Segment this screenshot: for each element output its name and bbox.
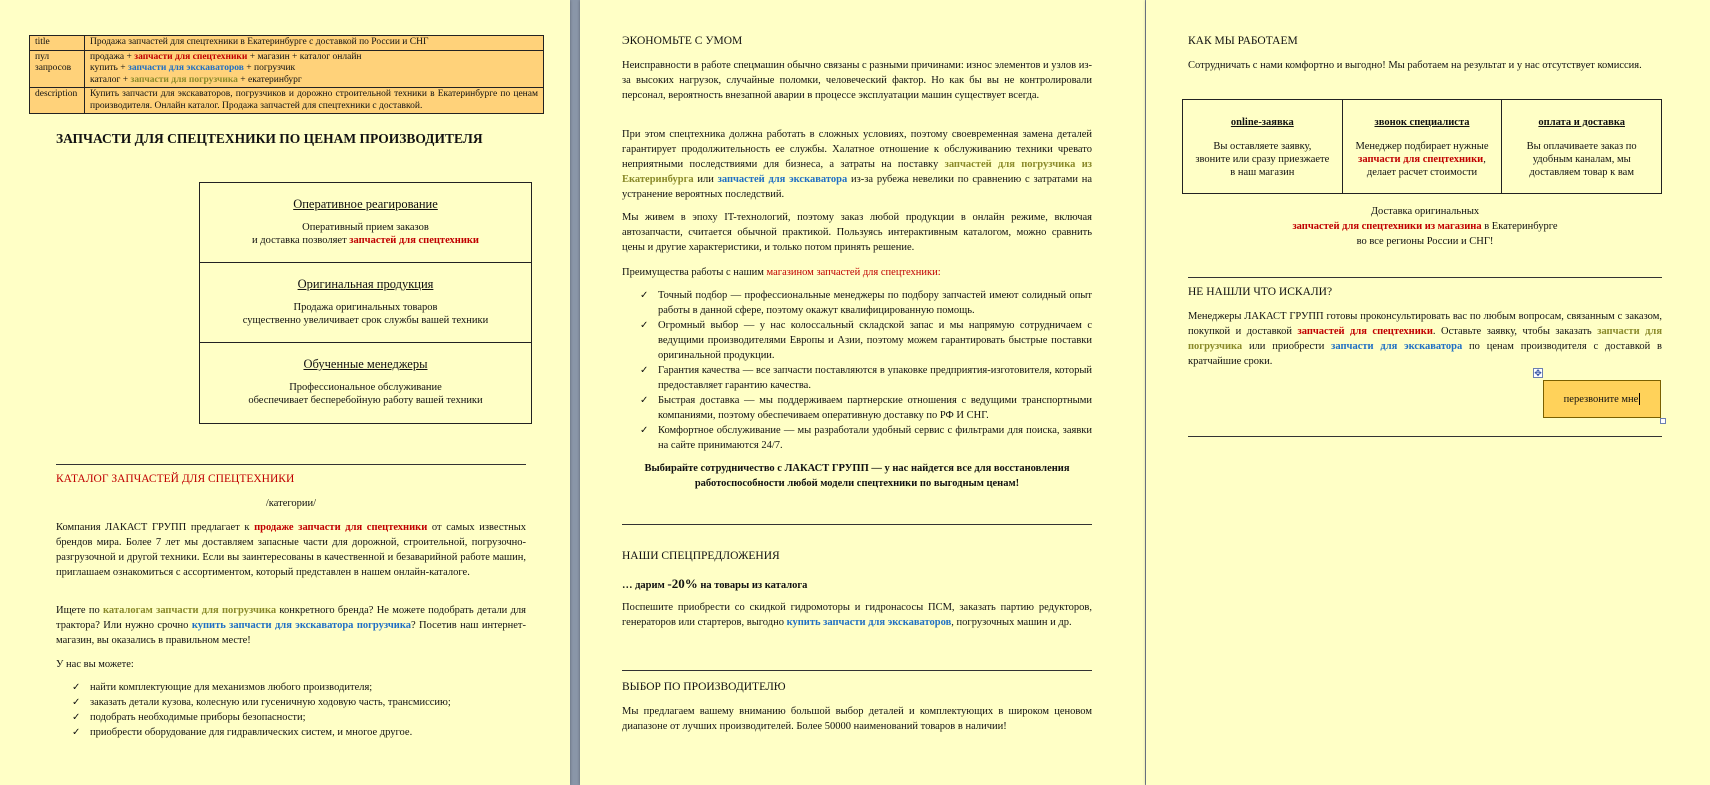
page-heading: ЗАПЧАСТИ ДЛЯ СПЕЦТЕХНИКИ ПО ЦЕНАМ ПРОИЗВОДИТЕЛЯ <box>56 131 483 146</box>
step-title: оплата и доставка <box>1538 117 1625 128</box>
save-title: ЭКОНОМЬТЕ С УМОМ <box>622 35 743 47</box>
meta-key-title: title <box>30 36 85 51</box>
feature-link[interactable]: запчастей для спецтехники <box>349 235 479 246</box>
notfound-title: НЕ НАШЛИ ЧТО ИСКАЛИ? <box>1188 286 1333 298</box>
brand-title: ВЫБОР ПО ПРОИЗВОДИТЕЛЮ <box>622 681 786 693</box>
inline-link[interactable]: запчастей для спецтехники <box>1292 221 1423 232</box>
feature-block <box>200 263 531 343</box>
query-link[interactable]: запчасти для погрузчика <box>130 74 238 85</box>
feature-block <box>200 183 531 263</box>
feature-text: Профессиональное обслуживание обеспечивает бесперебойную работу вашей техники <box>248 382 483 406</box>
feature-title: Оперативное реагирование <box>293 197 438 211</box>
inline-link[interactable]: запчастей для экскаватора <box>717 174 848 185</box>
divider <box>1188 277 1662 278</box>
list-item: ✓ заказать детали кузова, колесную или гусеничную ходовую часть, трансмиссию; <box>72 695 532 710</box>
inline-link[interactable]: купить запчасти для экскаваторов <box>786 617 952 628</box>
list-item: ✓ подобрать необходимые приборы безопасности; <box>72 710 532 725</box>
document-page-3 <box>1146 0 1710 785</box>
inline-link[interactable]: запчасти для погрузчика <box>1188 326 1663 352</box>
query-line-1: продажа + запчасти для спецтехники + магазин + каталог онлайн <box>90 51 362 62</box>
save-paragraph-1: Неисправности в работе спецмашин обычно связаны с разными причинами: износ элементов и узлов из-за высоких нагрузок, случайные поломки, человеческий фактор. Но как бы вы не контролировали персонал, вероятность внезапной аварии в процессе эксплуатации машин существует всегда. <box>622 60 1092 101</box>
catalog-title: КАТАЛОГ ЗАПЧАСТЕЙ ДЛЯ СПЕЦТЕХНИКИ <box>56 473 295 485</box>
resize-handle-icon[interactable] <box>1660 418 1666 424</box>
brand-paragraph: Мы предлагаем вашему вниманию большой выбор деталей и комплектующих в широком ценовом диапазоне от лучших производителей. Более 50000 наименований товаров в наличии! <box>622 706 1092 732</box>
divider <box>622 670 1092 671</box>
features-box <box>199 182 532 424</box>
divider <box>622 524 1092 525</box>
how-title: КАК МЫ РАБОТАЕМ <box>1188 35 1298 47</box>
cta-text: Выбирайте сотрудничество с ЛАКАСТ ГРУПП — у нас найдется все для восстановления работоспособности любой модели спецтехники по выгодным ценам! <box>644 463 1070 489</box>
query-link[interactable]: запчасти для спецтехники <box>134 51 248 62</box>
step-title: online-заявка <box>1230 117 1294 128</box>
list-item: ✓ найти комплектующие для механизмов любого производителя; <box>72 680 532 695</box>
inline-link[interactable]: запчасти для спецтехники <box>1358 154 1484 165</box>
inline-link[interactable]: магазином запчастей для спецтехники: <box>766 267 941 278</box>
step-cell: оплата и доставка Вы оплачиваете заказ по удобным каналам, мы доставляем товар к вам <box>1502 100 1661 193</box>
notfound-paragraph: Менеджеры ЛАКАСТ ГРУПП готовы проконсультировать вас по любым вопросам, связанным с заказом, покупкой и доставкой запчастей для спецтехники. Оставьте заявку, чтобы заказать запчасти для погрузчика или приобрести запчасти для экскаватора по ценам производителя с доставкой в кратчайшие сроки. <box>1188 311 1663 367</box>
feature-text: Оперативный прием заказов и доставка позволяет запчастей для спецтехники <box>252 222 479 246</box>
list-item: ✓ Точный подбор — профессиональные менеджеры по подбору запчастей имеют солидный опыт работы в данной сфере, поэтому окажут квалифицированную помощь. <box>640 288 1092 318</box>
catalog-paragraph-1: Компания ЛАКАСТ ГРУПП предлагает к продаже запчасти для спецтехники от самых известных брендов мира. Более 7 лет мы доставляем запасные части для дорожной, строительной, погрузочно-разгрузочной и другой техники. Если вы заинтересованы в качественной и безаварийной работе машин, приглашаем ознакомиться с ассортиментом, который представлен в нашем онлайн-каталоге. <box>56 522 527 578</box>
query-link[interactable]: запчасти для экскаваторов <box>128 63 244 73</box>
advantages-intro: Преимущества работы с нашим магазином запчастей для спецтехники: <box>622 267 941 278</box>
meta-value-description: Купить запчасти для экскаваторов, погрузчиков и дорожно строительной техники в Екатеринбурге по ценам производителя. Онлайн каталог. Продажа запчастей для спецтехники с доставкой. <box>85 88 544 114</box>
advantages-list <box>640 288 1092 453</box>
inline-link[interactable]: продаже запчасти для спецтехники <box>254 522 428 533</box>
feature-block <box>200 343 531 423</box>
step-cell: звонок специалиста Менеджер подбирает нужные запчасти для спецтехники, делает расчет стоимости <box>1343 100 1503 193</box>
step-title: звонок специалиста <box>1374 117 1470 128</box>
document-page-2 <box>580 0 1145 785</box>
inline-link[interactable]: из магазина <box>1424 221 1482 232</box>
can-title: У нас вы можете: <box>56 659 134 670</box>
list-item: ✓ Комфортное обслуживание — мы разработали удобный сервис с фильтрами для поиска, заявки на сайте принимаются 24/7. <box>640 423 1092 453</box>
list-item: ✓ приобрести оборудование для гидравлических систем, и многое другое. <box>72 725 532 740</box>
callback-button[interactable]: перезвоните мне <box>1543 380 1661 418</box>
steps-table <box>1182 99 1662 194</box>
catalog-paragraph-2: Ищете по каталогам запчасти для погрузчика конкретного бренда? Не можете подобрать детали для трактора? Или нужно срочно купить запчасти для экскаватора погрузчика? Посетив наш интернет-магазин, вы оказались в правильном месте! <box>56 605 527 646</box>
meta-key-description: description <box>30 88 85 114</box>
inline-link[interactable]: погрузчика <box>356 620 411 631</box>
seo-meta-table <box>29 35 544 114</box>
list-item: ✓ Быстрая доставка — мы поддерживаем партнерские отношения с ведущими транспортными компаниями, поэтому обеспечиваем оперативную доставку по РФ И СНГ. <box>640 393 1092 423</box>
can-list <box>72 680 532 740</box>
meta-value-queries <box>85 50 544 88</box>
inline-link[interactable]: запчастей для спецтехники <box>1297 326 1433 337</box>
query-line-2: купить + запчасти для экскаваторов + погрузчик <box>90 63 296 73</box>
inline-link[interactable]: каталогам запчасти для погрузчика <box>103 605 277 616</box>
offers-title: НАШИ СПЕЦПРЕДЛОЖЕНИЯ <box>622 550 780 562</box>
delivery-text: Доставка оригинальных запчастей для спецтехники из магазина в Екатеринбурге во все регионы России и СНГ! <box>1292 206 1558 247</box>
offers-paragraph: Поспешите приобрести со скидкой гидромоторы и гидронасосы ПСМ, заказать партию редукторов, генераторов или стартеров, выгодно купить запчасти для экскаваторов, погрузочных машин и др. <box>622 602 1092 628</box>
list-item: ✓ Гарантия качества — все запчасти поставляются в упаковке предприятия-изготовителя, который предоставляет гарантию качества. <box>640 363 1092 393</box>
step-cell: online-заявка Вы оставляете заявку, звоните или сразу приезжаете в наш магазин <box>1183 100 1343 193</box>
divider <box>1188 436 1662 437</box>
query-line-3: каталог + запчасти для погрузчика + екатеринбург <box>90 74 302 85</box>
categories-placeholder: /категории/ <box>265 498 317 509</box>
feature-title: Оригинальная продукция <box>297 277 434 291</box>
inline-link[interactable]: из Екатеринбурга <box>622 159 1092 185</box>
save-paragraph-3: Мы живем в эпоху IT-технологий, поэтому заказ любой продукции в онлайн режиме, включая автозапчасти, считается обычной практикой. Пользуясь интерактивным каталогом, можно сравнить цены и другие характеристики, и только потом принять решение. <box>622 212 1092 253</box>
feature-title: Обученные менеджеры <box>303 357 428 371</box>
inline-link[interactable]: запчасти для экскаватора <box>1331 341 1463 352</box>
how-paragraph: Сотрудничать с нами комфортно и выгодно! Мы работаем на результат и у нас отсутствует комиссия. <box>1188 60 1642 71</box>
move-handle-icon[interactable]: ✥ <box>1534 368 1542 378</box>
meta-key-queries: пул запросов <box>30 50 85 88</box>
inline-link[interactable]: купить запчасти для экскаватора <box>191 620 354 631</box>
feature-text: Продажа оригинальных товаров существенно увеличивает срок службы вашей техники <box>242 302 489 326</box>
divider <box>56 464 526 465</box>
save-paragraph-2: При этом спецтехника должна работать в сложных условиях, поэтому своевременная замена деталей гарантирует продолжительность ее службы. Халатное отношение к обслуживанию техники чревато неприятными последствиями для бизнеса, а затраты на поставку запчастей для погрузчика из Екатеринбурга или запчастей для экскаватора из-за рубежа невелики по сравнению с затратами на устранение вероятных последствий. <box>622 129 1093 200</box>
inline-link[interactable]: запчастей для погрузчика <box>944 159 1076 170</box>
document-page-1 <box>0 0 570 785</box>
meta-value-title: Продажа запчастей для спецтехники в Екатеринбурге с доставкой по России и СНГ <box>85 36 544 51</box>
list-item: ✓ Огромный выбор — у нас колоссальный складской запас и мы напрямую сотрудничаем с ведущими производителями Европы и Азии, поэтому можем гарантировать быстрые поставки оригинальной продукции. <box>640 318 1092 363</box>
gift-line: … дарим -20% на товары из каталога <box>622 576 808 591</box>
